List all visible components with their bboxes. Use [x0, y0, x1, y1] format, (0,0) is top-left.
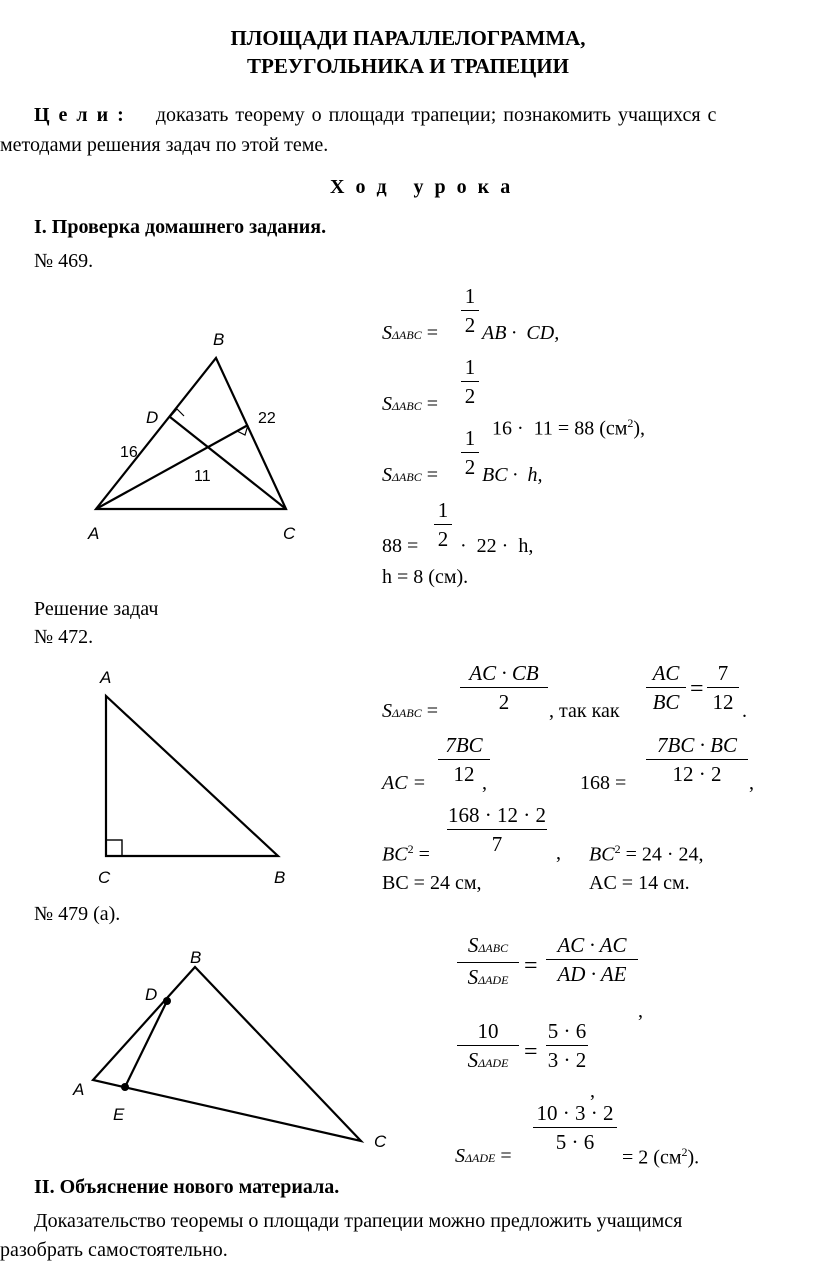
lesson-heading: Х о д у р о к а	[330, 176, 514, 198]
eq: =	[421, 322, 438, 344]
num: AC · AC	[557, 933, 627, 957]
rhs: = 24 · 24,	[620, 843, 704, 866]
num: 1	[464, 284, 476, 308]
eq: =	[495, 1145, 512, 1167]
m472-comma: ,	[482, 772, 487, 794]
m469-frac2	[461, 354, 479, 409]
label-b: B	[190, 948, 202, 967]
task-469: № 469.	[34, 250, 94, 272]
point-d	[163, 997, 171, 1005]
res-end: ).	[687, 1146, 700, 1169]
den: 3 · 2	[547, 1048, 587, 1072]
s-symbol: S	[382, 393, 392, 415]
den: 2	[437, 527, 449, 551]
num: 1	[464, 426, 476, 450]
label-c: C	[283, 524, 296, 543]
goals-line1	[34, 104, 716, 127]
label-22: 22	[258, 410, 276, 427]
sub: ΔADE	[465, 1151, 496, 1165]
eq: =	[413, 843, 430, 866]
m479-comma: ,	[638, 1000, 643, 1022]
sub: ΔADE	[478, 973, 509, 987]
sup: 2	[627, 416, 634, 430]
page-title-line2: ТРЕУГОЛЬНИКА И ТРАПЕЦИИ	[247, 54, 569, 78]
eq: =	[421, 700, 438, 722]
m472-frac3	[707, 660, 739, 715]
s-sub: ΔABC	[392, 328, 422, 342]
m479-eq1: =	[524, 953, 538, 979]
m472-frac6	[447, 802, 547, 857]
num: AC	[652, 661, 680, 685]
s: S	[467, 1048, 479, 1072]
m472-dot: .	[742, 700, 747, 722]
label-a: A	[100, 668, 112, 687]
s-sub: ΔABC	[392, 470, 422, 484]
num: 10	[477, 1019, 499, 1043]
m479-result	[622, 1145, 699, 1170]
section2-heading: II. Объяснение нового материала.	[34, 1176, 340, 1198]
m479-comma2: ,	[590, 1080, 595, 1102]
den: BC	[652, 690, 680, 714]
segment-de	[125, 1001, 167, 1087]
m479-s-ade	[455, 1145, 512, 1168]
page-title: ПЛОЩАДИ ПАРАЛЛЕЛОГРАММА,	[230, 26, 586, 50]
s: S	[467, 965, 479, 989]
goals-line2: методами решения задач по этой теме.	[0, 134, 329, 156]
section2-text2: разобрать самостоятельно.	[0, 1239, 228, 1261]
m479-frac2	[546, 932, 638, 987]
m472-frac5	[646, 732, 748, 787]
label-b: B	[213, 330, 225, 349]
section1-heading: I. Проверка домашнего задания.	[34, 216, 327, 238]
eq: =	[421, 393, 438, 415]
label-b: B	[274, 868, 286, 887]
m472-ac-eq: AC =	[382, 772, 427, 794]
den: 12	[453, 762, 475, 786]
m472-frac2	[646, 660, 686, 715]
right-angle-c	[106, 840, 122, 856]
label-16: 16	[120, 444, 138, 461]
num: 168 · 12 · 2	[448, 803, 546, 827]
den: 2	[464, 313, 476, 337]
label-11: 11	[194, 468, 211, 485]
m472-frac1	[460, 660, 548, 715]
label-e: E	[113, 1105, 125, 1124]
txt-end: ),	[633, 417, 646, 440]
m479-frac4	[546, 1018, 588, 1073]
den: 2	[498, 690, 510, 714]
s-sub: ΔABC	[392, 706, 422, 720]
m472-bc2-rhs	[589, 842, 704, 867]
num: 7BC · BC	[657, 733, 737, 757]
s-symbol: S	[382, 464, 392, 486]
m472-comma2: ,	[749, 772, 754, 794]
eq: =	[421, 464, 438, 486]
m472-line1	[382, 700, 438, 723]
task-472: № 472.	[34, 626, 94, 648]
m469-frac1	[461, 283, 479, 338]
bc: BC	[382, 843, 408, 866]
den: 12 · 2	[672, 762, 722, 786]
figure-469	[80, 325, 310, 545]
label-c: C	[374, 1132, 387, 1151]
m472-ac-res: AC = 14 см.	[589, 872, 690, 894]
m469-line2	[382, 393, 438, 416]
m479-eq2: =	[524, 1039, 538, 1065]
m472-comma3: ,	[556, 842, 561, 864]
den: 7	[491, 832, 503, 856]
txt: 16 · 11 = 88 (см	[492, 417, 628, 440]
sup: 2	[681, 1145, 688, 1159]
label-d: D	[145, 985, 158, 1004]
num: 1	[464, 355, 476, 379]
section2-text1: Доказательство теоремы о площади трапеции можно предложить учащимся	[34, 1210, 683, 1232]
task-479: № 479 (а).	[34, 903, 121, 925]
m472-taklak: , так как	[549, 700, 620, 722]
den: 5 · 6	[555, 1130, 595, 1154]
sup: 2	[614, 842, 621, 856]
height-from-a	[96, 425, 248, 509]
m469-line1	[382, 322, 438, 345]
m469-line5: h = 8 (см).	[382, 566, 469, 588]
point-e	[121, 1083, 129, 1091]
num: 7BC	[445, 733, 483, 757]
figure-479	[65, 945, 395, 1160]
triangle-abc	[106, 696, 278, 856]
den: AD · AE	[557, 962, 627, 986]
goals-text1: доказать теорему о площади трапеции; познакомить учащихся с	[155, 104, 717, 126]
figure-472	[90, 665, 300, 890]
label-a: A	[73, 1080, 85, 1099]
s-symbol: S	[382, 700, 392, 722]
num: 10 · 3 · 2	[536, 1101, 614, 1125]
den: 2	[464, 455, 476, 479]
m469-frac3	[461, 425, 479, 480]
num: 1	[437, 498, 449, 522]
height-from-c	[170, 417, 286, 509]
m479-frac1	[457, 932, 519, 993]
m472-bc-res: BC = 24 см,	[382, 872, 482, 894]
m469-frac4	[434, 497, 452, 552]
s: S	[455, 1145, 465, 1167]
sup: 2	[407, 842, 414, 856]
m479-frac5	[533, 1100, 617, 1155]
m472-bc2-lhs	[382, 842, 430, 867]
sub: ΔABC	[478, 941, 509, 955]
m472-eq2: =	[690, 676, 704, 702]
s: S	[467, 933, 479, 957]
bc: BC	[589, 843, 615, 866]
solving-label: Решение задач	[34, 598, 159, 620]
num: AC · CB	[469, 661, 539, 685]
den: 12	[712, 690, 734, 714]
goals-label: Ц е л и :	[34, 104, 126, 126]
triangle-abc	[93, 967, 361, 1141]
m469-line4-start: 88 =	[382, 535, 419, 557]
m469-line4-rest: · 22 · h,	[460, 535, 534, 557]
label-a: A	[88, 524, 100, 543]
m479-frac3	[457, 1018, 519, 1076]
sub: ΔADE	[478, 1056, 509, 1070]
m469-line3	[382, 464, 438, 487]
m469-line3-rest: BC · h,	[482, 464, 543, 486]
num: 7	[717, 661, 729, 685]
m469-line1-rest: AB · CD,	[482, 322, 560, 344]
s-symbol: S	[382, 322, 392, 344]
label-c: C	[98, 868, 111, 887]
den: 2	[464, 384, 476, 408]
m469-line2-rest	[482, 393, 645, 441]
s-sub: ΔABC	[392, 399, 422, 413]
num: 5 · 6	[547, 1019, 587, 1043]
res: = 2 (см	[622, 1146, 682, 1169]
m472-168: 168 =	[580, 772, 627, 794]
label-d: D	[146, 408, 159, 427]
